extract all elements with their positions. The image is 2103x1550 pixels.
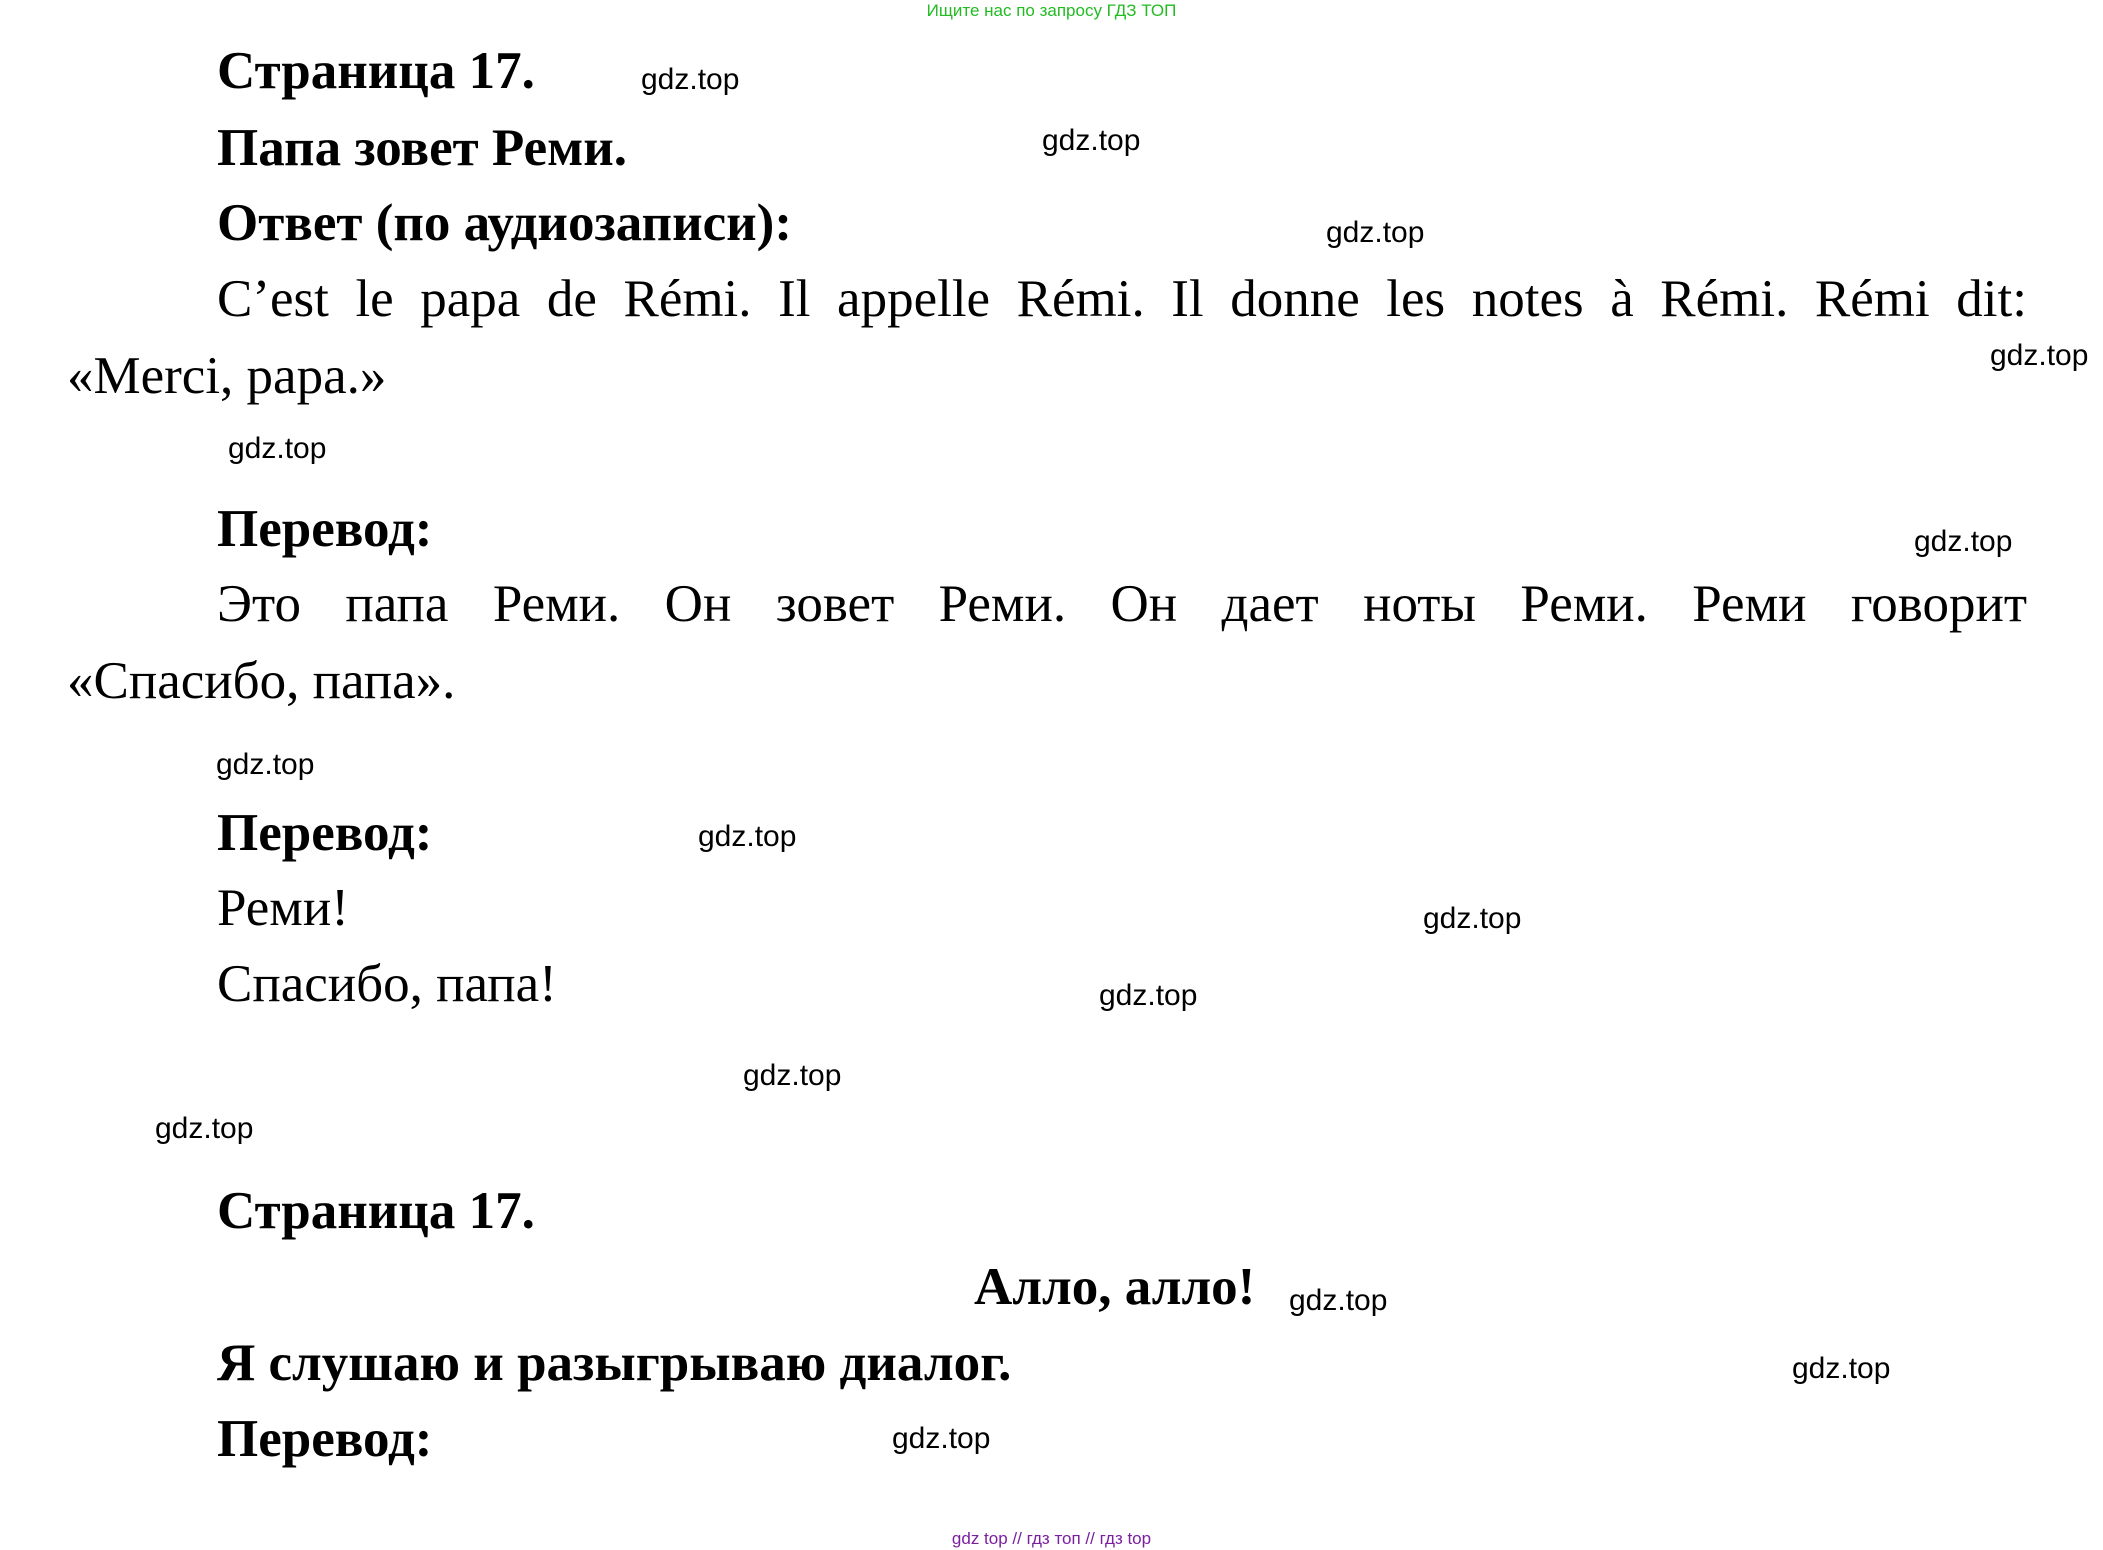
translation-line-1 [217, 575, 2027, 633]
watermark: gdz.top [1792, 1352, 1891, 1385]
answer-heading: Ответ (по аудиозаписи): [217, 194, 792, 252]
translation-word: Он [1110, 575, 1178, 633]
watermark: gdz.top [892, 1422, 991, 1455]
translation-word: дает [1221, 575, 1319, 633]
top-banner: Ищите нас по запросу ГДЗ ТОП [926, 1, 1177, 20]
watermark: gdz.top [641, 63, 740, 96]
translation-word: Он [664, 575, 732, 633]
translation-heading-2: Перевод: [217, 804, 433, 862]
watermark: gdz.top [155, 1112, 254, 1145]
footer-watermark: gdz top // гдз топ // гдз top [951, 1529, 1152, 1548]
french-line-2: «Merci, papa.» [67, 347, 387, 405]
watermark: gdz.top [1423, 902, 1522, 935]
dialog-line-1: Реми! [217, 879, 349, 937]
page-heading-2: Страница 17. [217, 1182, 535, 1240]
watermark: gdz.top [743, 1059, 842, 1092]
section-title-1: Папа зовет Реми. [217, 119, 627, 177]
translation-word: папа [345, 575, 449, 633]
translation-word: Реми [1692, 575, 1807, 633]
watermark: gdz.top [698, 820, 797, 853]
watermark: gdz.top [1990, 339, 2089, 372]
watermark: gdz.top [228, 432, 327, 465]
french-line-1: C’est le papa de Rémi. Il appelle Rémi. Il donne les notes à Rémi. Rémi dit: [217, 270, 2027, 328]
watermark: gdz.top [1326, 216, 1425, 249]
section-title-2: Алло, алло! [974, 1258, 1256, 1316]
dialog-line-2: Спасибо, папа! [217, 955, 557, 1013]
watermark: gdz.top [1099, 979, 1198, 1012]
translation-word: ноты [1363, 575, 1477, 633]
translation-word: Реми. [938, 575, 1067, 633]
translation-heading-1: Перевод: [217, 500, 433, 558]
translation-word: говорит [1850, 575, 2027, 633]
translation-word: Это [217, 575, 301, 633]
translation-line-2: «Спасибо, папа». [67, 652, 456, 710]
translation-heading-3: Перевод: [217, 1410, 433, 1468]
translation-word: Реми. [492, 575, 621, 633]
watermark: gdz.top [1289, 1284, 1388, 1317]
watermark: gdz.top [216, 748, 315, 781]
task-line: Я слушаю и разыгрываю диалог. [217, 1334, 1012, 1392]
watermark: gdz.top [1914, 525, 2013, 558]
page-heading-1: Страница 17. [217, 42, 535, 100]
translation-word: зовет [775, 575, 895, 633]
translation-word: Реми. [1520, 575, 1648, 633]
watermark: gdz.top [1042, 124, 1141, 157]
